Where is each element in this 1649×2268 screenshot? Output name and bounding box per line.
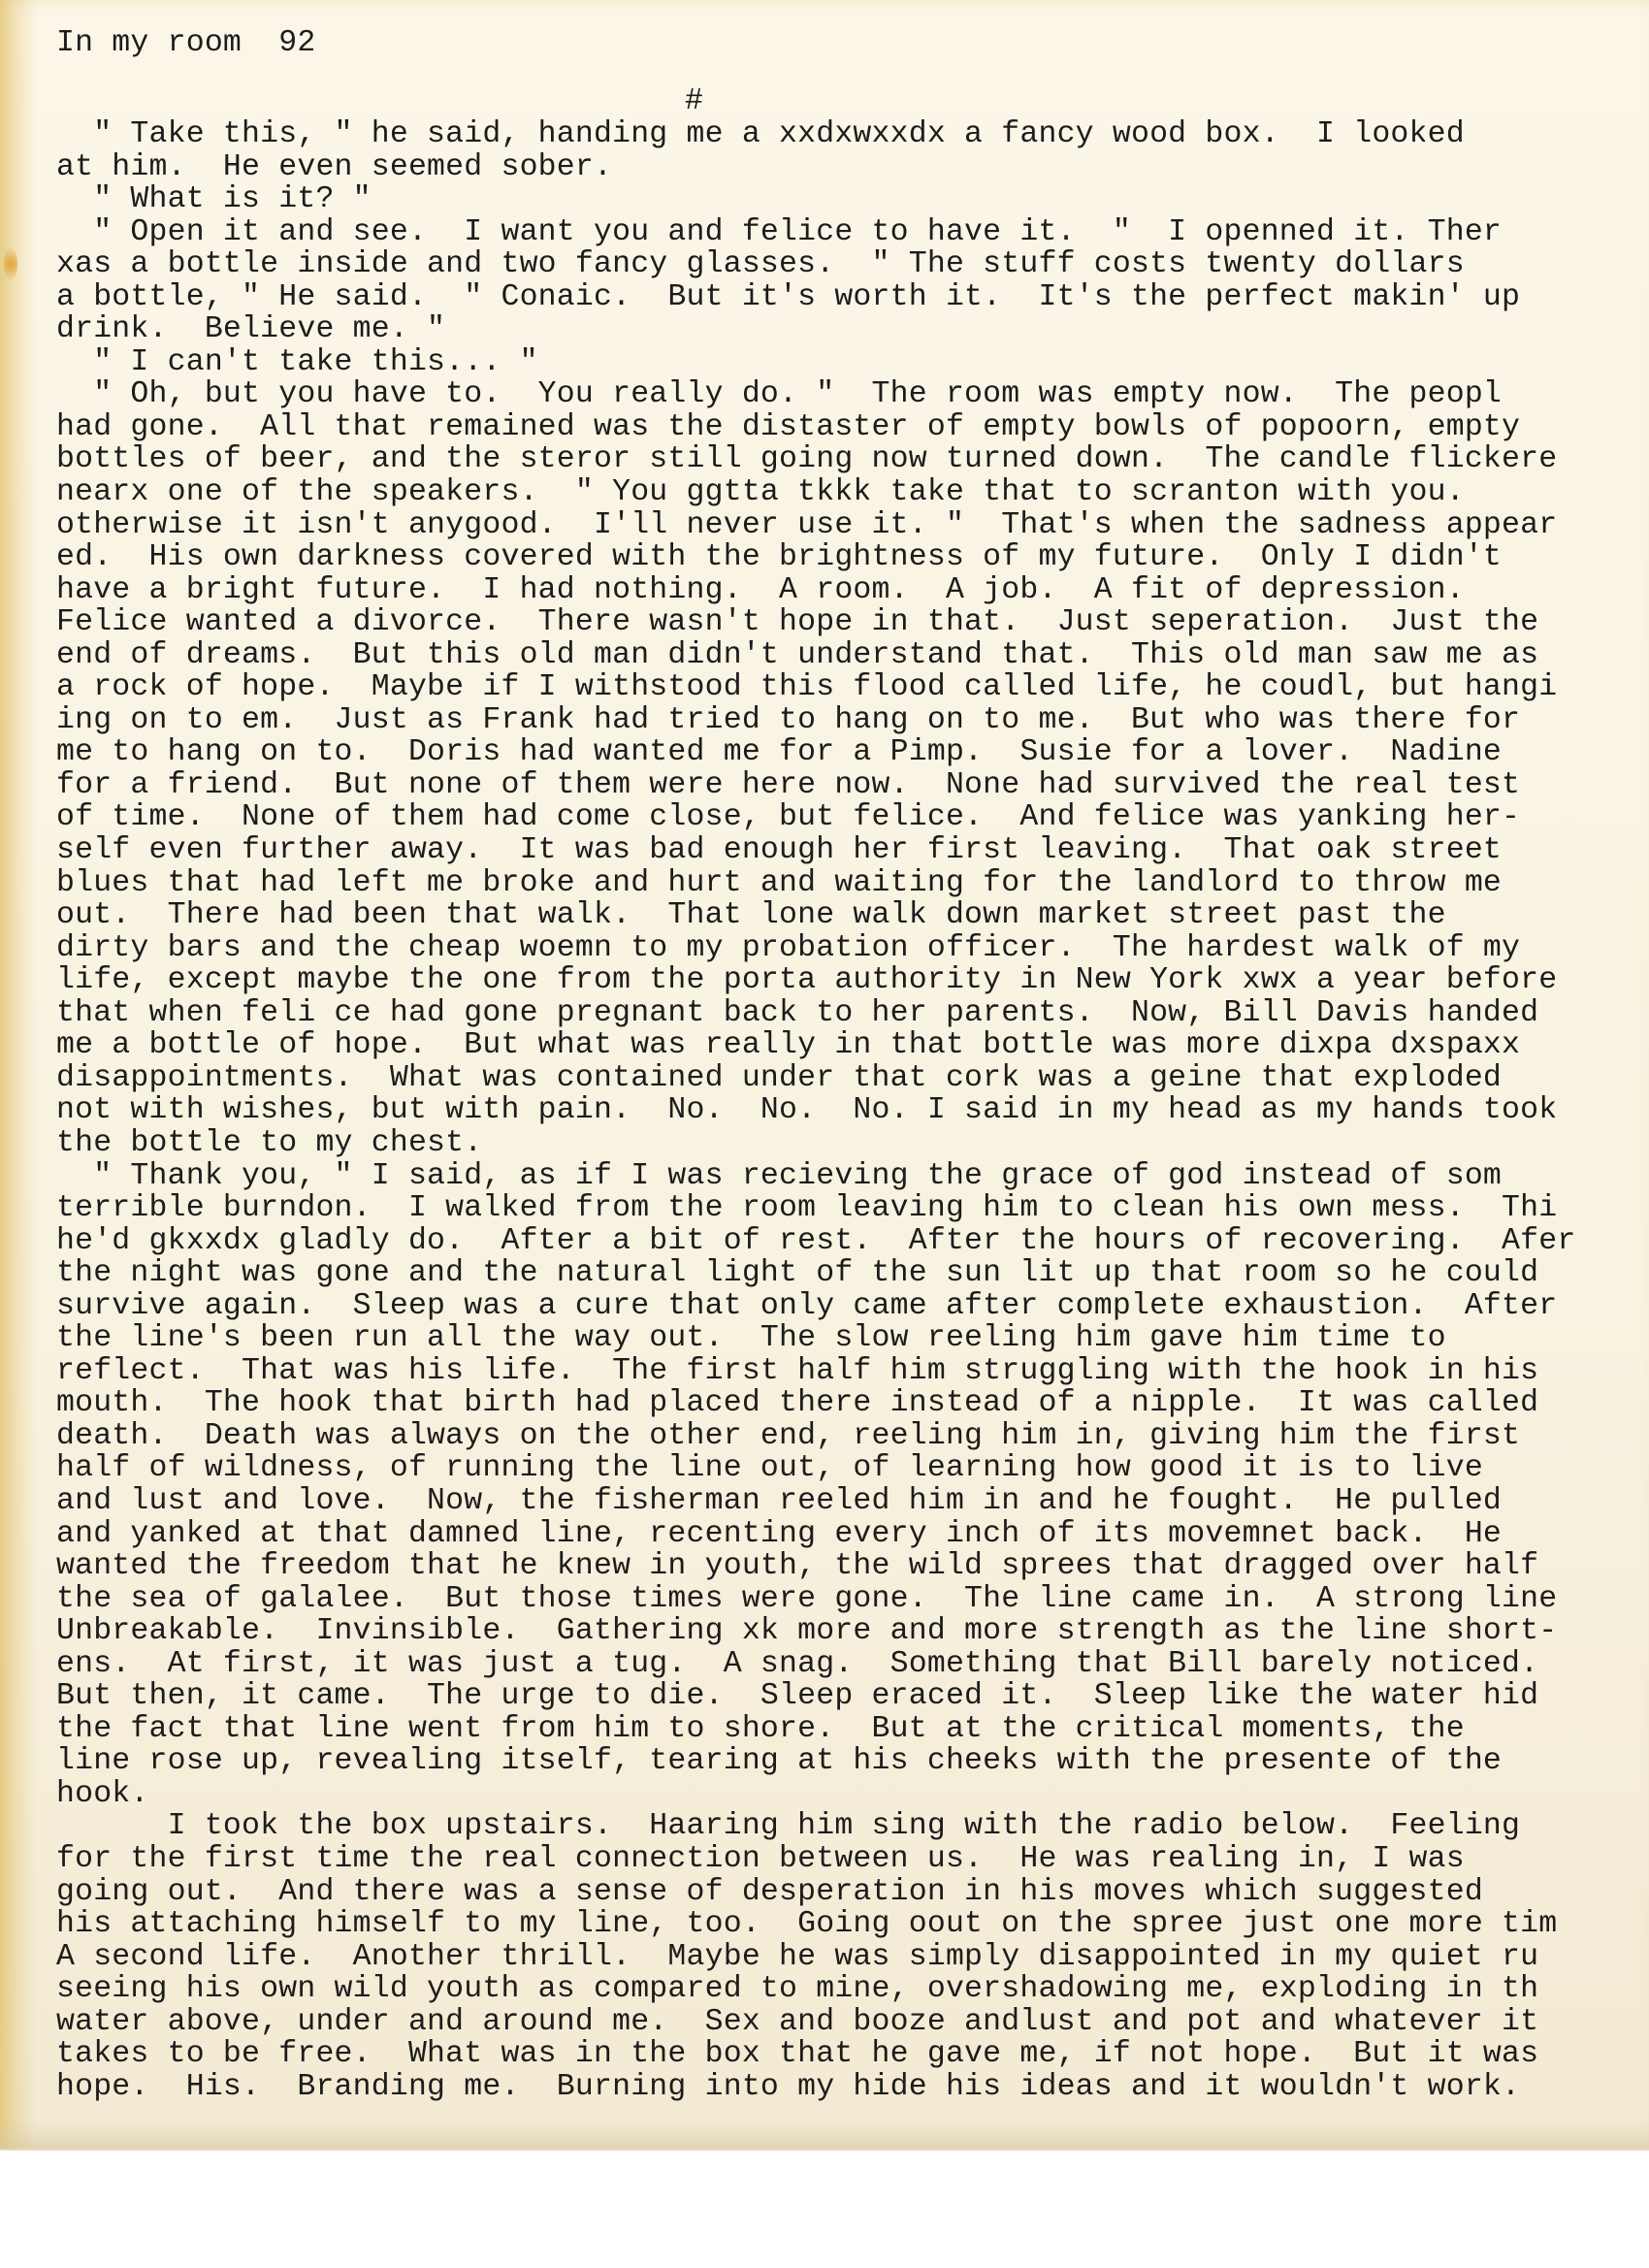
ink-stain xyxy=(4,247,17,280)
text-line: the night was gone and the natural light of the sun lit up that room so he could xyxy=(56,1256,1539,1291)
text-line: dirty bars and the cheap woemn to my probation officer. The hardest walk of my xyxy=(56,930,1521,965)
section-mark: # xyxy=(685,84,704,118)
text-line: that when feli ce had gone pregnant back to her parents. Now, Bill Davis handed xyxy=(56,995,1539,1030)
text-line: me to hang on to. Doris had wanted me for a Pimp. Susie for a lover. Nadine xyxy=(56,735,1503,770)
text-line: line rose up, revealing itself, tearing at his cheeks with the presente of the xyxy=(56,1744,1503,1779)
text-line: reflect. That was his life. The first half him struggling with the hook in his xyxy=(56,1353,1539,1388)
text-line: hook. xyxy=(56,1776,149,1811)
text-line: " Open it and see. I want you and felice to have it. " I openned it. Ther xyxy=(56,214,1503,249)
text-line: bottles of beer, and the steror still going now turned down. The candle flickere xyxy=(56,442,1558,477)
text-line: takes to be free. What was in the box that he gave me, if not hope. But it was xyxy=(56,2037,1539,2072)
page-header xyxy=(56,27,315,60)
text-line: " What is it? " xyxy=(56,182,372,217)
text-line: end of dreams. But this old man didn't understand that. This old man saw me as xyxy=(56,637,1539,672)
text-line: mouth. The hook that birth had placed there instead of a nipple. It was called xyxy=(56,1386,1539,1421)
text-line: a bottle, " He said. " Conaic. But it's worth it. It's the perfect makin' up xyxy=(56,279,1521,314)
text-line: I took the box upstairs. Haaring him sing with the radio below. Feeling xyxy=(56,1809,1521,1844)
text-line: seeing his own wild youth as compared to mine, overshadowing me, exploding in th xyxy=(56,1972,1539,2007)
text-line: half of wildness, of running the line out, of learning how good it is to live xyxy=(56,1451,1483,1486)
text-line: the sea of galalee. But those times were gone. The line came in. A strong line xyxy=(56,1581,1558,1616)
text-line: hope. His. Branding me. Burning into my hide his ideas and it wouldn't work. xyxy=(56,2069,1521,2104)
text-line: disappointments. What was contained under that cork was a geine that exploded xyxy=(56,1060,1503,1095)
text-line: " Thank you, " I said, as if I was recieving the grace of god instead of som xyxy=(56,1158,1503,1193)
body-text xyxy=(56,118,1647,2103)
text-line: But then, it came. The urge to die. Sleep eraced it. Sleep like the water hid xyxy=(56,1679,1539,1714)
text-line: ens. At first, it was just a tug. A snag. Something that Bill barely noticed. xyxy=(56,1646,1539,1681)
text-line: had gone. All that remained was the distaster of empty bowls of popoorn, empty xyxy=(56,409,1521,444)
text-line: Unbreakable. Invinsible. Gathering xk more and more strength as the line short- xyxy=(56,1614,1558,1649)
text-line: A second life. Another thrill. Maybe he was simply disappointed in my quiet ru xyxy=(56,1939,1539,1974)
text-line: and lust and love. Now, the fisherman reeled him in and he fought. He pulled xyxy=(56,1483,1503,1518)
text-line: drink. Believe me. " xyxy=(56,312,446,347)
text-line: the fact that line went from him to shore. But at the critical moments, the xyxy=(56,1711,1465,1746)
text-line: the line's been run all the way out. The slow reeling him gave him time to xyxy=(56,1321,1446,1356)
text-line: blues that had left me broke and hurt and waiting for the landlord to throw me xyxy=(56,865,1503,900)
text-line: self even further away. It was bad enough her first leaving. That oak street xyxy=(56,833,1503,868)
text-line: his attaching himself to my line, too. Going oout on the spree just one more tim xyxy=(56,1907,1558,1942)
text-line: ed. His own darkness covered with the brightness of my future. Only I didn't xyxy=(56,540,1503,575)
text-line: and yanked at that damned line, recenting every inch of its movemnet back. He xyxy=(56,1516,1503,1551)
text-line: wanted the freedom that he knew in youth, the wild sprees that dragged over half xyxy=(56,1549,1539,1584)
text-line: water above, under and around me. Sex and booze andlust and pot and whatever it xyxy=(56,2004,1539,2039)
text-line: death. Death was always on the other end, reeling him in, giving him the first xyxy=(56,1418,1521,1453)
text-line: " Oh, but you have to. You really do. " The room was empty now. The peopl xyxy=(56,377,1503,412)
header-title: In my room xyxy=(56,26,242,60)
text-line: he'd gkxxdx gladly do. After a bit of rest. After the hours of recovering. Afer xyxy=(56,1223,1576,1258)
page-number: 92 xyxy=(278,26,316,60)
text-line: going out. And there was a sense of desperation in his moves which suggested xyxy=(56,1874,1483,1909)
text-line: at him. He even seemed sober. xyxy=(56,149,613,184)
text-line: of time. None of them had come close, but felice. And felice was yanking her- xyxy=(56,800,1521,835)
text-line: life, except maybe the one from the porta authority in New York xwx a year before xyxy=(56,963,1558,998)
text-line: me a bottle of hope. But what was really in that bottle was more dixpa dxspaxx xyxy=(56,1028,1521,1063)
text-line: otherwise it isn't anygood. I'll never use it. " That's when the sadness appear xyxy=(56,507,1558,542)
text-line: survive again. Sleep was a cure that only came after complete exhaustion. After xyxy=(56,1288,1558,1323)
text-line: for the first time the real connection between us. He was realing in, I was xyxy=(56,1841,1465,1876)
text-line: not with wishes, but with pain. No. No. No. I said in my head as my hands took xyxy=(56,1093,1558,1128)
text-line: xas a bottle inside and two fancy glasses. " The stuff costs twenty dollars xyxy=(56,247,1465,282)
text-line: ing on to em. Just as Frank had tried to hang on to me. But who was there for xyxy=(56,702,1521,737)
text-line: the bottle to my chest. xyxy=(56,1125,483,1160)
text-line: Felice wanted a divorce. There wasn't hope in that. Just seperation. Just the xyxy=(56,605,1539,640)
text-line: have a bright future. I had nothing. A room. A job. A fit of depression. xyxy=(56,572,1465,607)
text-line: terrible burndon. I walked from the room leaving him to clean his own mess. Thi xyxy=(56,1191,1558,1226)
text-line: out. There had been that walk. That lone walk down market street past the xyxy=(56,898,1446,933)
text-line: for a friend. But none of them were here now. None had survived the real test xyxy=(56,767,1521,802)
text-line: " I can't take this... " xyxy=(56,344,538,379)
text-line: nearx one of the speakers. " You ggtta tkkk take that to scranton with you. xyxy=(56,475,1465,510)
text-line: " Take this, " he said, handing me a xxdxwxxdx a fancy wood box. I looked xyxy=(56,118,1465,151)
text-line: a rock of hope. Maybe if I withstood this flood called life, he coudl, but hangi xyxy=(56,670,1558,705)
